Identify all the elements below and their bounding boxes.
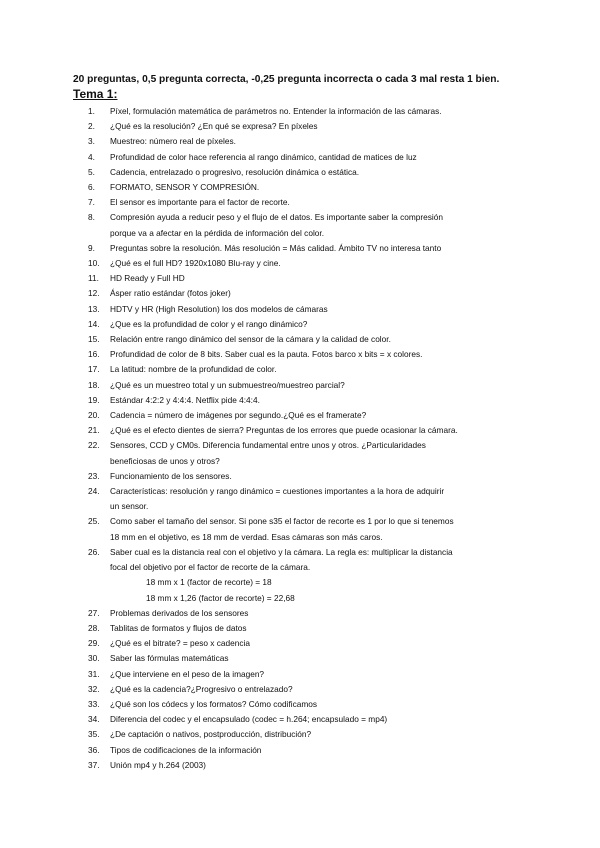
item-number: 34.	[88, 714, 100, 725]
item-text: Estándar 4:2:2 y 4:4:4. Netflix pide 4:4:4.	[110, 394, 260, 405]
list-item	[0, 651, 600, 666]
item-number: 15.	[88, 334, 100, 345]
item-text: ¿Qué es el full HD? 1920x1080 Blu-ray y cine.	[110, 258, 281, 269]
list-item	[0, 606, 600, 621]
list-item	[0, 697, 600, 712]
item-text: FORMATO, SENSOR Y COMPRESIÓN.	[110, 182, 260, 193]
item-text: Como saber el tamaño del sensor. Si pone s35 el factor de recorte es 1 por lo que si tenemos	[110, 516, 454, 527]
item-number: 14.	[88, 318, 100, 329]
item-number: 35.	[88, 729, 100, 740]
item-number: 25.	[88, 516, 100, 527]
item-number: 31.	[88, 668, 100, 679]
item-text: Saber cual es la distancia real con el objetivo y la cámara. La regla es: multiplicar la distancia	[110, 546, 453, 557]
item-text: Problemas derivados de los sensores	[110, 607, 249, 618]
question-list	[0, 104, 600, 773]
item-number: 28.	[88, 622, 100, 633]
list-item	[0, 210, 600, 240]
list-item	[0, 514, 600, 544]
item-number: 7.	[88, 197, 95, 208]
item-number: 1.	[88, 106, 95, 116]
item-text: Relación entre rango dinámico del sensor de la cámara y la calidad de color.	[110, 334, 391, 345]
item-text: Sensores, CCD y CM0s. Diferencia fundamental entre unos y otros. ¿Particularidades	[110, 440, 426, 451]
list-item	[0, 195, 600, 210]
list-item	[0, 347, 600, 362]
list-item	[0, 682, 600, 697]
item-text: ¿Qué es el efecto dientes de sierra? Preguntas de los errores que puede ocasionar la cámara.	[110, 425, 458, 436]
list-item	[0, 469, 600, 484]
item-number: 4.	[88, 151, 95, 162]
item-number: 24.	[88, 486, 100, 497]
item-number: 22.	[88, 440, 100, 451]
list-item	[0, 286, 600, 301]
item-text: HD Ready y Full HD	[110, 273, 185, 284]
item-number: 9.	[88, 242, 95, 253]
item-text: Píxel, formulación matemática de parámetros no. Entender la información de las cámaras.	[110, 106, 442, 116]
item-number: 17.	[88, 364, 100, 375]
item-number: 13.	[88, 303, 100, 314]
item-text-continuation: focal del objetivo por el factor de recorte de la cámara.	[110, 562, 311, 573]
item-number: 3.	[88, 136, 95, 147]
list-item	[0, 743, 600, 758]
list-item	[0, 317, 600, 332]
list-item	[0, 271, 600, 286]
item-text: ¿Qué es la resolución? ¿En qué se expresa? En píxeles	[110, 121, 318, 132]
item-number: 37.	[88, 759, 100, 770]
list-item	[0, 332, 600, 347]
list-item	[0, 119, 600, 134]
item-text-continuation: 18 mm en el objetivo, es 18 mm de verdad. Esas cámaras son más caros.	[110, 531, 383, 542]
list-item	[0, 241, 600, 256]
list-item	[0, 165, 600, 180]
item-text: ¿Qué es la cadencia?¿Progresivo o entrelazado?	[110, 683, 293, 694]
list-item	[0, 134, 600, 149]
item-text: ¿Que interviene en el peso de la imagen?	[110, 668, 265, 679]
list-item	[0, 378, 600, 393]
item-text: Funcionamiento de los sensores.	[110, 470, 232, 481]
item-number: 11.	[88, 273, 99, 284]
item-text: ¿De captación o nativos, postproducción, distribución?	[110, 729, 312, 740]
list-item	[0, 621, 600, 636]
item-number: 26.	[88, 546, 100, 557]
item-number: 33.	[88, 698, 100, 709]
list-item	[0, 712, 600, 727]
item-text-continuation: beneficiosas de unos y otros?	[110, 455, 220, 466]
item-number: 2.	[88, 121, 95, 132]
list-item	[0, 180, 600, 195]
item-text: Ásper ratio estándar (fotos joker)	[110, 288, 231, 299]
item-text: Profundidad de color de 8 bits. Saber cual es la pauta. Fotos barco x bits = x colores.	[110, 349, 423, 360]
list-item	[0, 150, 600, 165]
item-number: 6.	[88, 182, 95, 193]
item-text: Muestreo: número real de píxeles.	[110, 136, 236, 147]
list-item	[0, 636, 600, 651]
list-item	[0, 302, 600, 317]
item-text: Compresión ayuda a reducir peso y el flujo de el datos. Es importante saber la compresión	[110, 212, 443, 223]
item-number: 21.	[88, 425, 100, 436]
item-text: Cadencia = número de imágenes por segundo.¿Qué es el framerate?	[110, 410, 367, 421]
item-number: 23.	[88, 470, 100, 481]
list-item	[0, 408, 600, 423]
list-item	[0, 362, 600, 377]
item-formula-line: 18 mm x 1 (factor de recorte) = 18	[146, 577, 272, 588]
item-number: 8.	[88, 212, 95, 223]
item-number: 36.	[88, 744, 100, 755]
list-item	[0, 256, 600, 271]
item-text: Diferencia del codec y el encapsulado (codec = h.264; encapsulado = mp4)	[110, 714, 388, 725]
item-text: ¿Qué es el bitrate? = peso x cadencia	[110, 638, 250, 649]
item-text: Unión mp4 y h.264 (2003)	[110, 759, 206, 770]
list-item	[0, 545, 600, 606]
exam-header: 20 preguntas, 0,5 pregunta correcta, -0,25 pregunta incorrecta o cada 3 mal resta 1 bien.	[73, 74, 500, 85]
item-number: 12.	[88, 288, 100, 299]
list-item	[0, 438, 600, 468]
item-text-continuation: porque va a afectar en la pérdida de información del color.	[110, 227, 325, 238]
list-item	[0, 667, 600, 682]
item-number: 27.	[88, 607, 100, 618]
item-number: 30.	[88, 653, 100, 664]
item-text: HDTV y HR (High Resolution) los dos modelos de cámaras	[110, 303, 328, 314]
list-item	[0, 423, 600, 438]
list-item	[0, 758, 600, 773]
item-number: 18.	[88, 379, 100, 390]
item-text: Saber las fórmulas matemáticas	[110, 653, 229, 664]
item-number: 19.	[88, 394, 100, 405]
item-number: 5.	[88, 166, 95, 177]
item-number: 32.	[88, 683, 100, 694]
item-text: Tipos de codificaciones de la información	[110, 744, 262, 755]
item-text: El sensor es importante para el factor de recorte.	[110, 197, 290, 208]
item-text: ¿Qué es un muestreo total y un submuestreo/muestreo parcial?	[110, 379, 345, 390]
item-text: La latitud: nombre de la profundidad de color.	[110, 364, 277, 375]
list-item	[0, 104, 600, 119]
item-text: Preguntas sobre la resolución. Más resolución = Más calidad. Ámbito TV no interesa tanto	[110, 242, 442, 253]
item-text: Características: resolución y rango dinámico = cuestiones importantes a la hora de adquirir	[110, 486, 445, 497]
item-number: 29.	[88, 638, 100, 649]
list-item	[0, 393, 600, 408]
section-title: Tema 1:	[73, 87, 118, 101]
item-text: ¿Que es la profundidad de color y el rango dinámico?	[110, 318, 308, 329]
item-formula-line: 18 mm x 1,26 (factor de recorte) = 22,68	[146, 592, 295, 603]
item-number: 20.	[88, 410, 100, 421]
item-text: ¿Qué son los códecs y los formatos? Cómo codificamos	[110, 698, 318, 709]
item-text-continuation: un sensor.	[110, 501, 149, 512]
item-text: Profundidad de color hace referencia al rango dinámico, cantidad de matices de luz	[110, 151, 417, 162]
list-item	[0, 727, 600, 742]
item-text: Cadencia, entrelazado o progresivo, resolución dinámica o estática.	[110, 166, 360, 177]
item-number: 16.	[88, 349, 100, 360]
list-item	[0, 484, 600, 514]
item-number: 10.	[88, 258, 100, 269]
item-text: Tablitas de formatos y flujos de datos	[110, 622, 247, 633]
